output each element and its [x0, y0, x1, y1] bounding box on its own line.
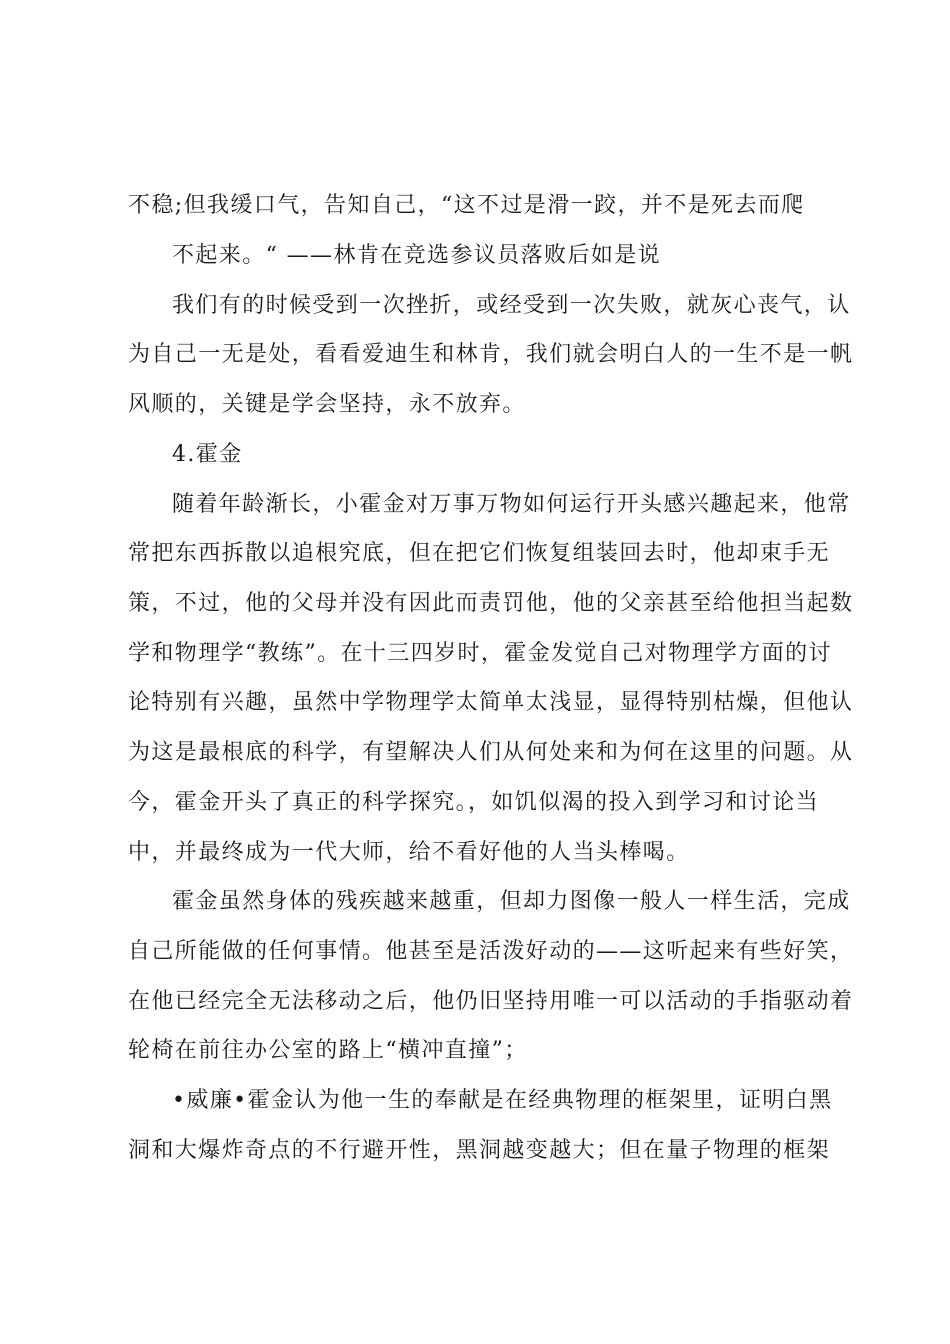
text-line: 洞和大爆炸奇点的不行避开性，黑洞越变越大；但在量子物理的框架 [128, 1138, 831, 1163]
text-line: 今，霍金开头了真正的科学探究。，如饥似渴的投入到学习和讨论当 [128, 790, 820, 815]
text-line: 中，并最终成为一代大师，给不看好他的人当头棒喝。 [128, 840, 690, 865]
text-line: 常把东西拆散以追根究底，但在把它们恢复组装回去时，他却束手无 [128, 541, 831, 566]
section-heading: 4.霍金 [172, 442, 243, 467]
text-line: •威廉•霍金认为他一生的奉献是在经典物理的框架里，证明白黑 [172, 1088, 833, 1113]
text-line: 自己所能做的任何事情。他甚至是活泼好动的——这听起来有些好笑， [128, 939, 854, 964]
text-line: 为这是最根底的科学，有望解决人们从何处来和为何在这里的问题。从 [128, 740, 854, 765]
text-line: 学和物理学“教练”。在十三四岁时，霍金发觉自己对物理学方面的讨 [128, 641, 832, 666]
text-line: 风顺的，关键是学会坚持，永不放弃。 [128, 392, 526, 417]
text-line: 不稳;但我缓口气，告知自己，“这不过是滑一跤，并不是死去而爬 [128, 193, 805, 218]
text-line: 不起来。“ ——林肯在竞选参议员落败后如是说 [172, 243, 662, 268]
text-line: 我们有的时候受到一次挫折，或经受到一次失败，就灰心丧气，认 [172, 293, 851, 318]
text-line: 在他已经完全无法移动之后，他仍旧坚持用唯一可以活动的手指驱动着 [128, 989, 854, 1014]
text-line: 策，不过，他的父母并没有因此而责罚他，他的父亲甚至给他担当起数 [128, 591, 854, 616]
text-line: 为自己一无是处，看看爱迪生和林肯，我们就会明白人的一生不是一帆 [128, 342, 854, 367]
text-line: 霍金虽然身体的残疾越来越重，但却力图像一般人一样生活，完成 [172, 889, 851, 914]
text-line: 论特别有兴趣，虽然中学物理学太简单太浅显，显得特别枯燥，但他认 [128, 690, 854, 715]
text-line: 轮椅在前往办公室的路上“横冲直撞”； [128, 1038, 528, 1063]
text-line: 随着年龄渐长，小霍金对万事万物如何运行开头感兴趣起来，他常 [172, 492, 851, 517]
